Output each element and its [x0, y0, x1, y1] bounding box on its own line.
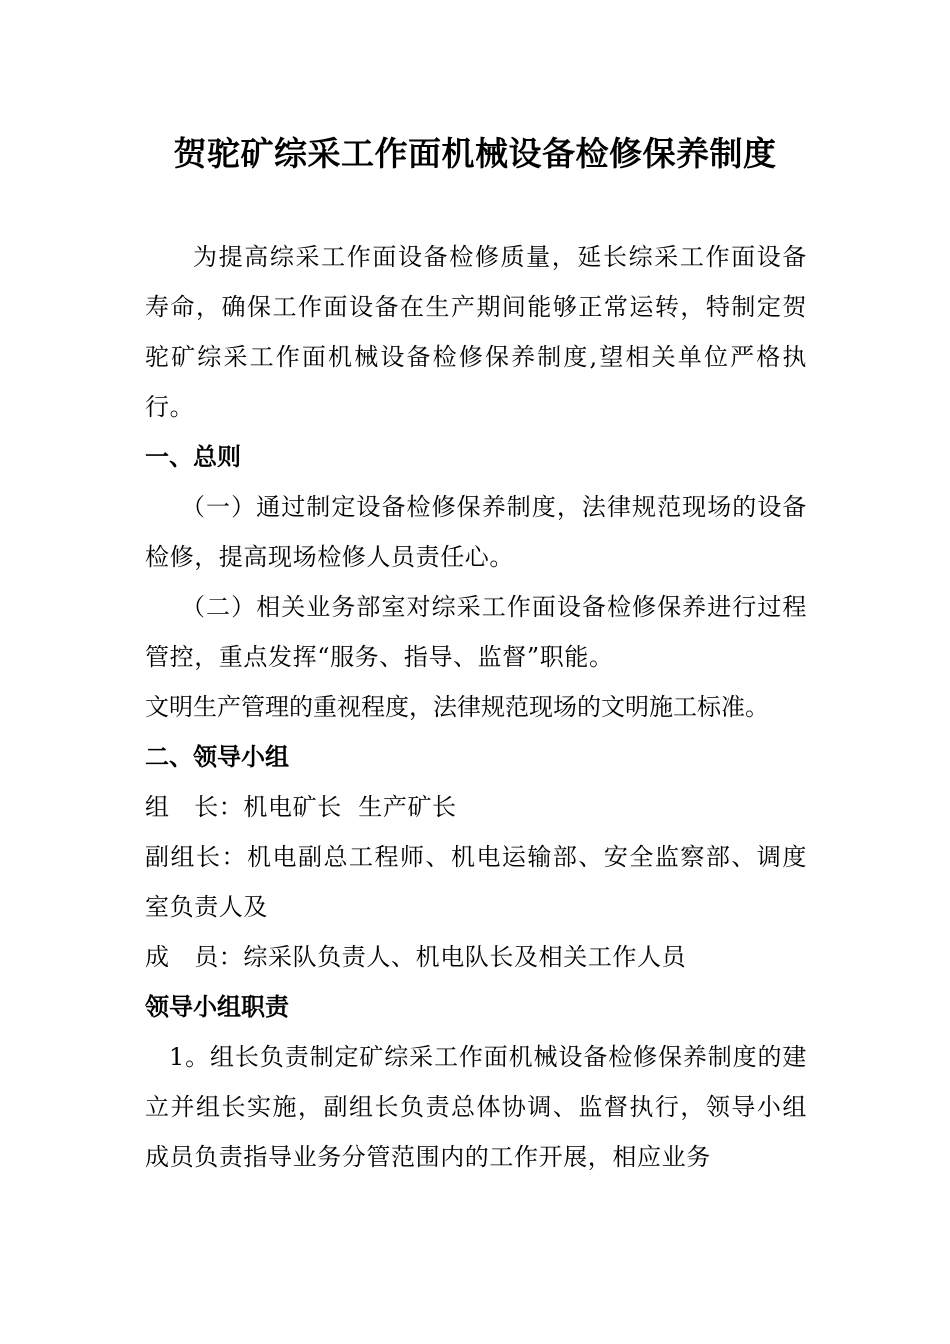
section-heading-general: 一、总则: [145, 443, 241, 471]
general-item-1: （一）通过制定设备检修保养制度，法律规范现场的设备检修，提高现场检修人员责任心。: [145, 493, 807, 571]
intro-paragraph: 为提高综采工作面设备检修质量，延长综采工作面设备寿命，确保工作面设备在生产期间能够正常运转，特制定贺驼矿综采工作面机械设备检修保养制度,望相关单位严格执行。: [145, 243, 807, 421]
leader-line: 组 长：机电矿长 生产矿长: [145, 793, 457, 821]
deputy-line: 副组长：机电副总工程师、机电运输部、安全监察部、调度室负责人及: [145, 843, 807, 921]
section-heading-leadership: 二、领导小组: [145, 743, 289, 771]
members-line: 成 员：综采队负责人、机电队长及相关工作人员: [145, 943, 687, 971]
general-extra-line: 文明生产管理的重视程度，法律规范现场的文明施工标准。: [145, 693, 769, 721]
duties-heading: 领导小组职责: [145, 993, 289, 1021]
document-title: 贺驼矿综采工作面机械设备检修保养制度: [173, 134, 777, 173]
duties-item-1: 1。组长负责制定矿综采工作面机械设备检修保养制度的建立并组长实施，副组长负责总体协调、监督执行，领导小组成员负责指导业务分管范围内的工作开展，相应业务: [145, 1043, 807, 1171]
document-body: [145, 232, 807, 1182]
general-item-2: （二）相关业务部室对综采工作面设备检修保养进行过程管控，重点发挥“服务、指导、监督”职能。: [145, 593, 807, 671]
